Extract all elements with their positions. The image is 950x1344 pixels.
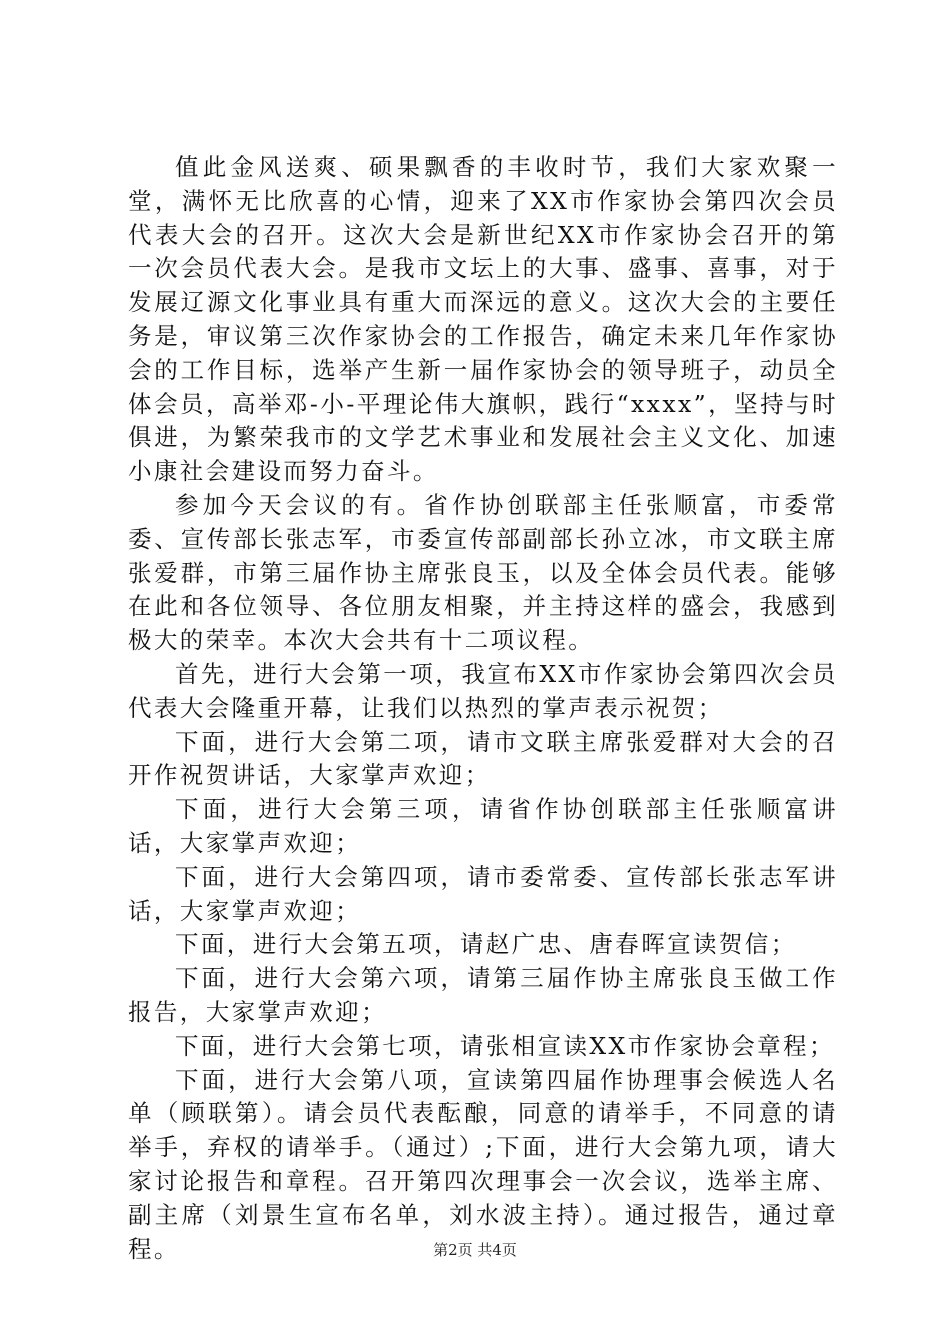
paragraph-agenda-4: 下面，进行大会第四项，请市委常委、宣传部长张志军讲话，大家掌声欢迎； [128, 862, 838, 925]
paragraph-agenda-5: 下面，进行大会第五项，请赵广忠、唐春晖宣读贺信； [175, 930, 797, 959]
page-footer: 第2页 共4页 [433, 1241, 517, 1259]
paragraph-agenda-1: 首先，进行大会第一项，我宣布XX市作家协会第四次会员代表大会隆重开幕，让我们以热烈的掌声表示祝贺； [128, 659, 838, 722]
paragraph-attendees: 参加今天会议的有。省作协创联部主任张顺富，市委常委、宣传部长张志军，市委宣传部副部长孙立冰，市文联主席张爱群，市第三届作协主席张良玉，以及全体会员代表。能够在此和各位领导、各位朋友相聚，并主持这样的盛会，我感到极大的荣幸。本次大会共有十二项议程。 [128, 490, 838, 655]
paragraph-agenda-7: 下面，进行大会第七项，请张相宣读XX市作家协会章程； [175, 1031, 835, 1060]
paragraph-agenda-2: 下面，进行大会第二项，请市文联主席张爱群对大会的召开作祝贺讲话，大家掌声欢迎； [128, 727, 838, 790]
paragraph-agenda-6: 下面，进行大会第六项，请第三届作协主席张良玉做工作报告，大家掌声欢迎； [128, 964, 838, 1026]
paragraph-agenda-3: 下面，进行大会第三项，请省作协创联部主任张顺富讲话，大家掌声欢迎； [128, 795, 838, 857]
document-body [128, 151, 838, 1266]
paragraph-opening: 值此金风送爽、硕果飘香的丰收时节，我们大家欢聚一堂，满怀无比欣喜的心情，迎来了XX市作家协会第四次会员代表大会的召开。这次大会是新世纪XX市作家协会召开的第一次会员代表大会。是我市文坛上的大事、盛事、喜事，对于发展辽源文化事业具有重大而深远的意义。这次大会的主要任务是，审议第三次作家协会的工作报告，确定未来几年作家协会的工作目标，选举产生新一届作家协会的领导班子，动员全体会员，高举邓-小-平理论伟大旗帜，践行“xxxx”，坚持与时俱进，为繁荣我市的文学艺术事业和发展社会主义文化、加速小康社会建设而努力奋斗。 [128, 153, 838, 486]
paragraph-agenda-8-9: 下面，进行大会第八项，宣读第四届作协理事会候选人名单（顾联第）。请会员代表酝酿，同意的请举手，不同意的请举手，弃权的请举手。（通过）;下面，进行大会第九项，请大家讨论报告和章程。召开第四次理事会一次会议，选举主席、副主席（刘景生宣布名单，刘水波主持）。通过报告，通过章程。 [128, 1065, 838, 1263]
